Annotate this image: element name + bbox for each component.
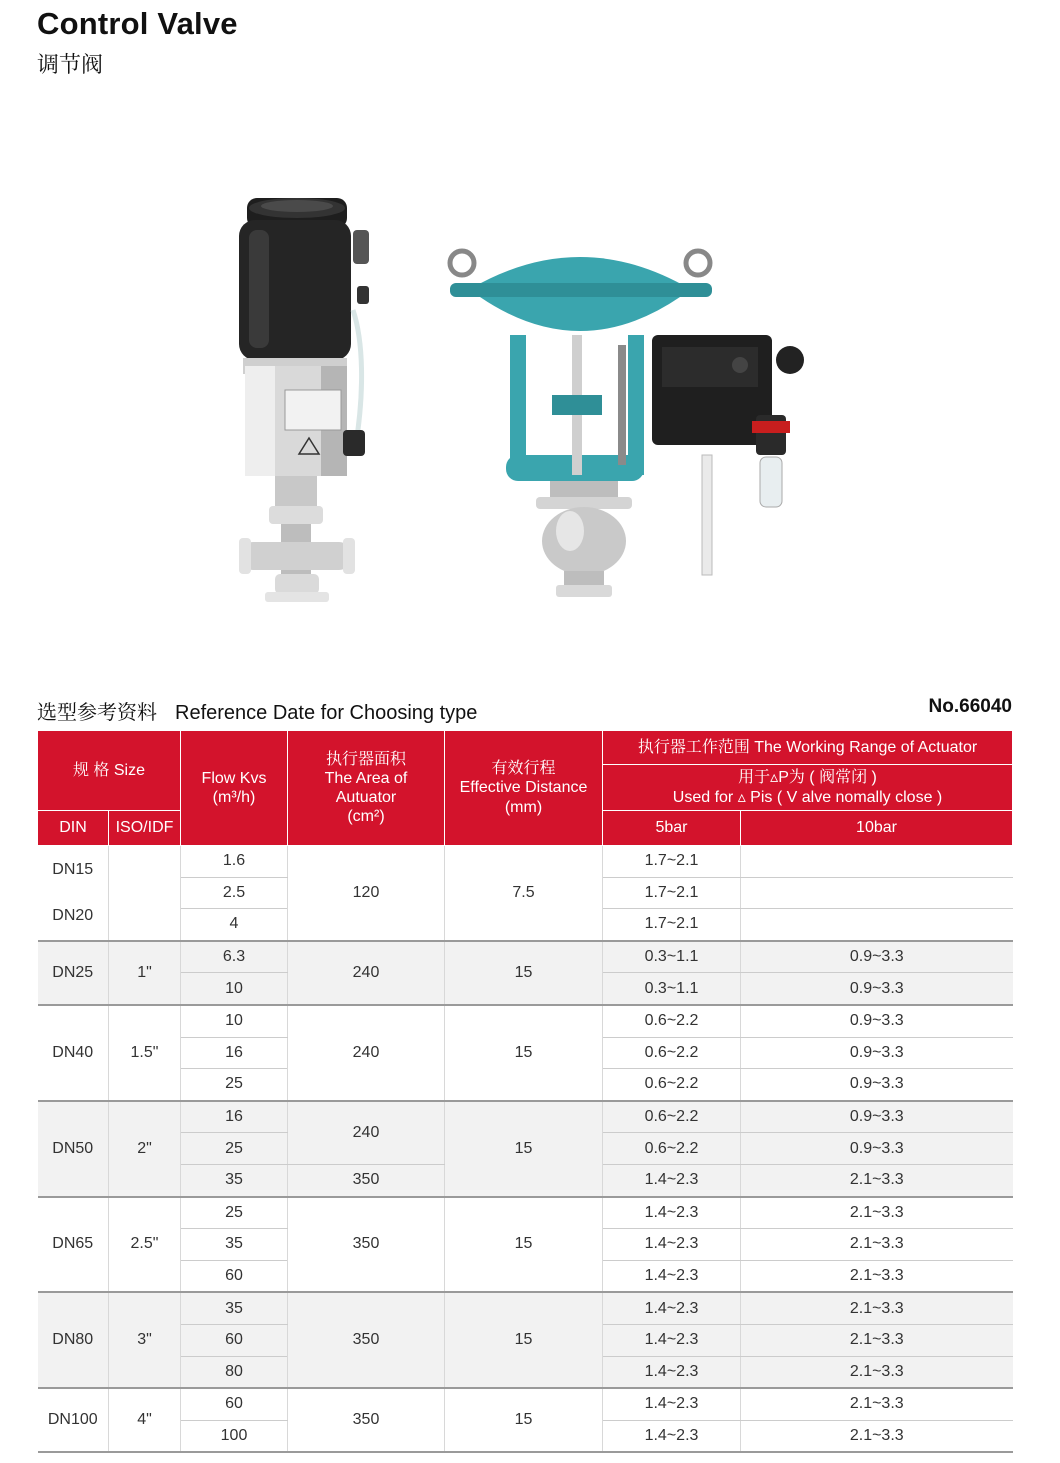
p10-cell (741, 909, 1013, 941)
p10-cell: 0.9~3.3 (741, 1005, 1013, 1037)
iso-cell (109, 846, 181, 941)
p5-cell: 0.6~2.2 (603, 1133, 741, 1165)
sanitary-valve-image (225, 190, 395, 610)
p10-cell: 0.9~3.3 (741, 1069, 1013, 1101)
p10-cell: 2.1~3.3 (741, 1229, 1013, 1261)
p5-cell: 1.7~2.1 (603, 909, 741, 941)
p10-cell (741, 846, 1013, 878)
kvs-cell: 35 (181, 1229, 288, 1261)
p5-cell: 0.6~2.2 (603, 1101, 741, 1133)
p10-cell (741, 877, 1013, 909)
area-cell: 350 (288, 1164, 445, 1196)
table-row (38, 1005, 1013, 1037)
pressure-5bar-header: 5bar (603, 811, 741, 846)
p10-cell: 0.9~3.3 (741, 1101, 1013, 1133)
area-unit: (cm²) (347, 808, 385, 826)
area-cell: 240 (288, 941, 445, 1005)
area-cell: 120 (288, 846, 445, 941)
kvs-cell: 1.6 (181, 846, 288, 878)
din-cell (38, 846, 109, 941)
area-label-en2: Autuator (335, 789, 397, 806)
p10-cell: 2.1~3.3 (741, 1356, 1013, 1388)
stroke-label-cn: 有效行程 (491, 760, 556, 778)
size-header: 规 格 Size (38, 731, 181, 811)
p5-cell: 1.4~2.3 (603, 1292, 741, 1324)
table-row (38, 1197, 1013, 1229)
working-range-subheader (603, 765, 1013, 811)
kvs-cell: 60 (181, 1260, 288, 1292)
area-cell: 350 (288, 1197, 445, 1293)
p5-cell: 0.6~2.2 (603, 1005, 741, 1037)
iso-cell: 3" (109, 1292, 181, 1388)
kvs-cell: 6.3 (181, 941, 288, 973)
kvs-cell: 2.5 (181, 877, 288, 909)
kvs-cell: 60 (181, 1388, 288, 1420)
p5-cell: 1.7~2.1 (603, 846, 741, 878)
kvs-cell: 100 (181, 1420, 288, 1452)
stroke-cell: 15 (445, 1197, 603, 1293)
kvs-cell: 60 (181, 1324, 288, 1356)
kvs-cell: 16 (181, 1037, 288, 1069)
reference-number: No.66040 (928, 696, 1012, 717)
p10-cell: 0.9~3.3 (741, 973, 1013, 1005)
area-cell: 240 (288, 1101, 445, 1165)
flow-kvs-unit: (m³/h) (212, 789, 256, 806)
reference-heading (37, 696, 477, 725)
range-sub-en: Used for ▵ Pis ( V alve nomally close ) (672, 788, 943, 806)
din-cell-bottom: DN20 (52, 906, 94, 924)
p10-cell: 2.1~3.3 (741, 1420, 1013, 1452)
stroke-cell: 15 (445, 1388, 603, 1452)
area-cell: 350 (288, 1292, 445, 1388)
reference-title-en: Reference Date for Choosing type (175, 702, 478, 724)
kvs-cell: 25 (181, 1133, 288, 1165)
kvs-cell: 80 (181, 1356, 288, 1388)
table-row (38, 846, 1013, 878)
p5-cell: 1.4~2.3 (603, 1324, 741, 1356)
p5-cell: 1.7~2.1 (603, 877, 741, 909)
p10-cell: 2.1~3.3 (741, 1197, 1013, 1229)
effective-distance-header (445, 731, 603, 846)
actuator-area-header (288, 731, 445, 846)
p10-cell: 0.9~3.3 (741, 941, 1013, 973)
table-row (38, 1101, 1013, 1133)
reference-title-cn: 选型参考资料 (37, 702, 157, 724)
p5-cell: 1.4~2.3 (603, 1164, 741, 1196)
din-cell-top: DN15 (52, 860, 94, 878)
din-header: DIN (38, 811, 109, 846)
p10-cell: 2.1~3.3 (741, 1260, 1013, 1292)
stroke-cell: 15 (445, 1005, 603, 1101)
page-subtitle-cn: 调节阀 (37, 52, 104, 77)
kvs-cell: 10 (181, 973, 288, 1005)
page-title: Control Valve (37, 6, 238, 41)
iso-cell: 4" (109, 1388, 181, 1452)
kvs-cell: 35 (181, 1164, 288, 1196)
kvs-cell: 16 (181, 1101, 288, 1133)
iso-cell: 2.5" (109, 1197, 181, 1293)
range-sub-cn: 用于▵P为 ( 阀常闭 ) (738, 769, 877, 787)
p10-cell: 2.1~3.3 (741, 1292, 1013, 1324)
p5-cell: 1.4~2.3 (603, 1197, 741, 1229)
stroke-cell: 15 (445, 1292, 603, 1388)
din-cell: DN25 (38, 941, 109, 1005)
p5-cell: 0.3~1.1 (603, 973, 741, 1005)
iso-header: ISO/IDF (109, 811, 181, 846)
din-cell: DN50 (38, 1101, 109, 1197)
p5-cell: 0.6~2.2 (603, 1069, 741, 1101)
table-body (38, 846, 1013, 1453)
area-cell: 350 (288, 1388, 445, 1452)
kvs-cell: 35 (181, 1292, 288, 1324)
area-cell: 240 (288, 1005, 445, 1101)
p5-cell: 1.4~2.3 (603, 1260, 741, 1292)
flow-kvs-label: Flow Kvs (201, 769, 267, 787)
area-label-cn: 执行器面积 (325, 750, 406, 768)
kvs-cell: 4 (181, 909, 288, 941)
diaphragm-valve-image (440, 235, 820, 605)
table-row (38, 941, 1013, 973)
working-range-header: 执行器工作范围 The Working Range of Actuator (603, 731, 1013, 765)
stroke-unit: (mm) (504, 798, 543, 816)
p5-cell: 1.4~2.3 (603, 1229, 741, 1261)
stroke-cell: 7.5 (445, 846, 603, 941)
p10-cell: 0.9~3.3 (741, 1133, 1013, 1165)
iso-cell: 1" (109, 941, 181, 1005)
din-cell: DN40 (38, 1005, 109, 1101)
din-cell: DN65 (38, 1197, 109, 1293)
p5-cell: 1.4~2.3 (603, 1420, 741, 1452)
iso-cell: 1.5" (109, 1005, 181, 1101)
flow-kvs-header (181, 731, 288, 846)
din-cell: DN80 (38, 1292, 109, 1388)
p10-cell: 2.1~3.3 (741, 1164, 1013, 1196)
iso-cell: 2" (109, 1101, 181, 1197)
p10-cell: 2.1~3.3 (741, 1324, 1013, 1356)
p5-cell: 0.3~1.1 (603, 941, 741, 973)
pressure-10bar-header: 10bar (741, 811, 1013, 846)
table-row (38, 1292, 1013, 1324)
stroke-label-en: Effective Distance (459, 779, 588, 797)
kvs-cell: 25 (181, 1069, 288, 1101)
p10-cell: 2.1~3.3 (741, 1388, 1013, 1420)
p5-cell: 0.6~2.2 (603, 1037, 741, 1069)
p5-cell: 1.4~2.3 (603, 1356, 741, 1388)
p5-cell: 1.4~2.3 (603, 1388, 741, 1420)
stroke-cell: 15 (445, 1101, 603, 1197)
area-label-en1: The Area of (324, 769, 408, 787)
table-row (38, 1388, 1013, 1420)
kvs-cell: 25 (181, 1197, 288, 1229)
din-cell: DN100 (38, 1388, 109, 1452)
table-header (38, 731, 1013, 846)
selection-table (37, 730, 1013, 1453)
p10-cell: 0.9~3.3 (741, 1037, 1013, 1069)
kvs-cell: 10 (181, 1005, 288, 1037)
stroke-cell: 15 (445, 941, 603, 1005)
